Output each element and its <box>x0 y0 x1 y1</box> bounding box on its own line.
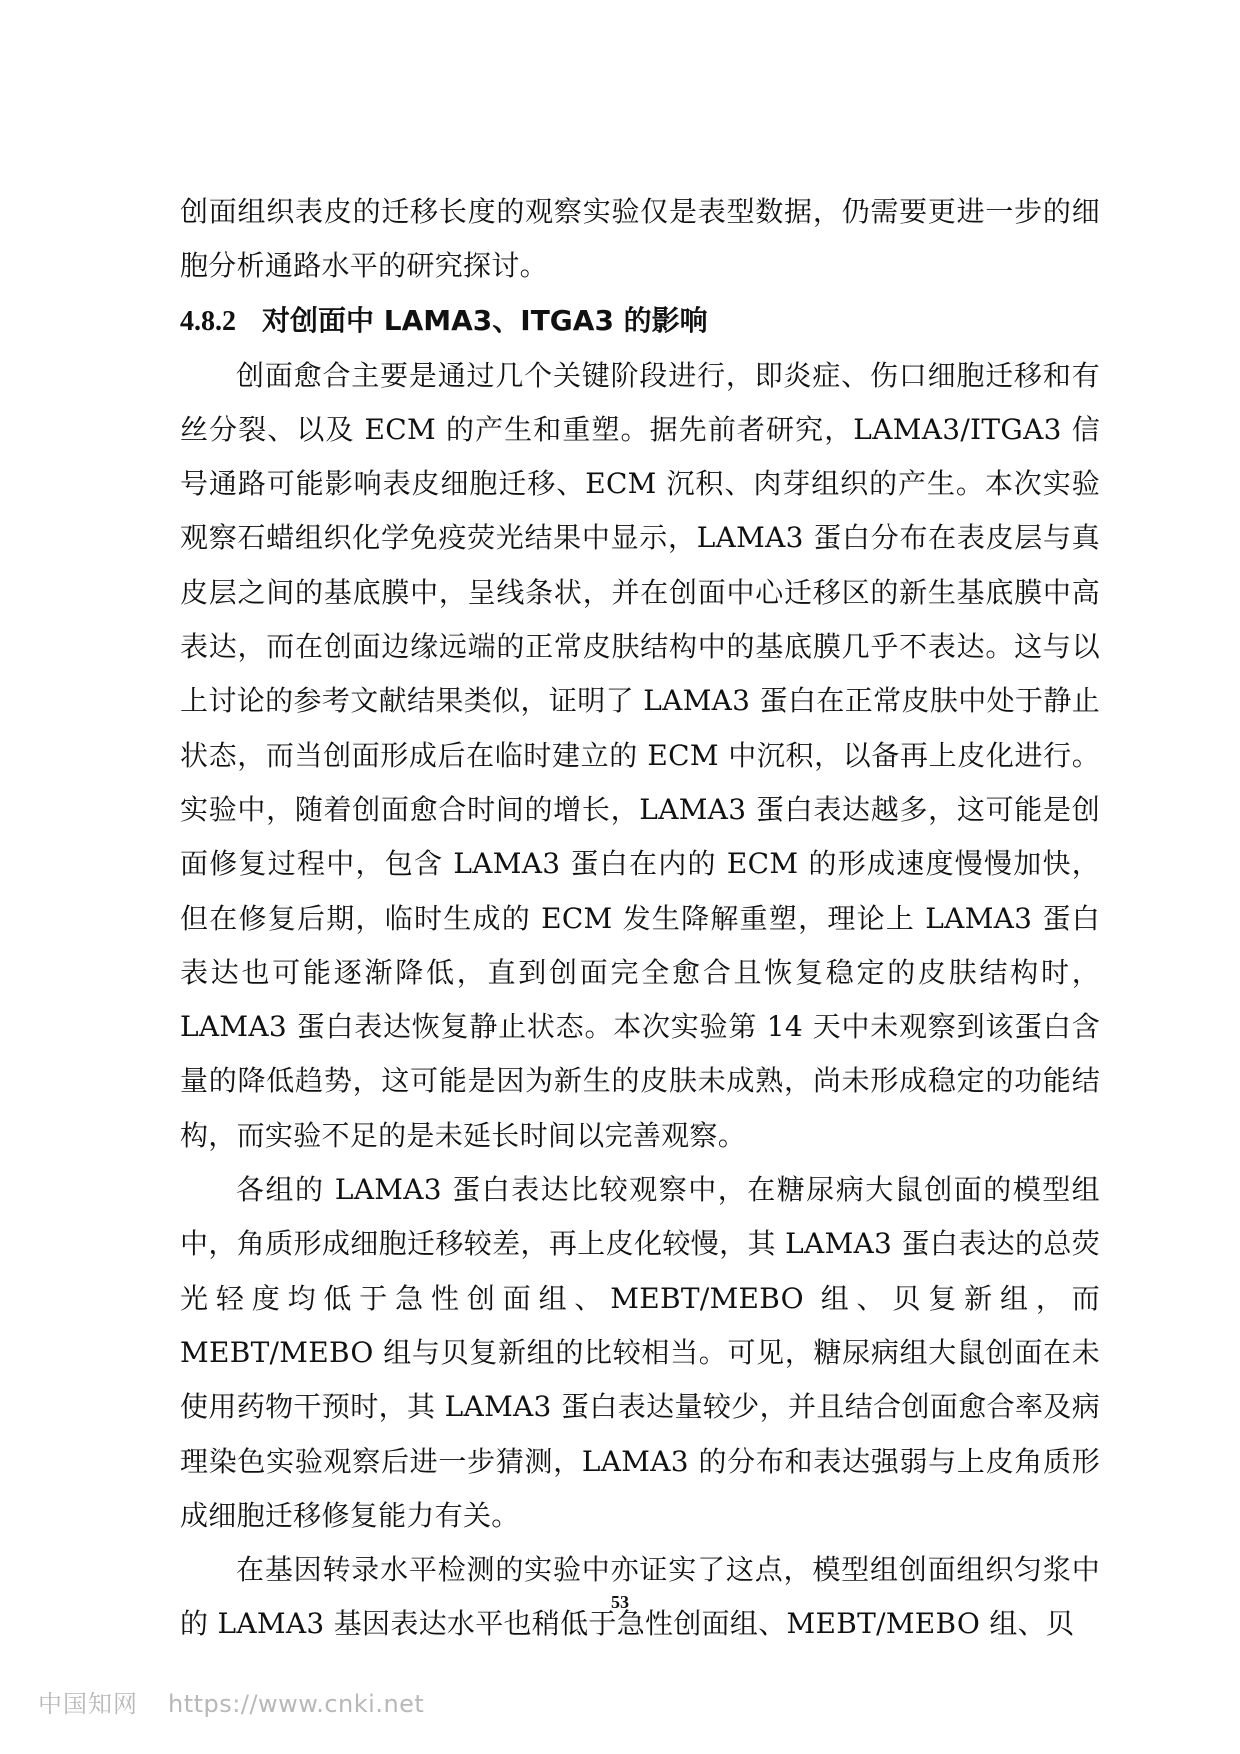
paragraph-continued: 创面组织表皮的迁移长度的观察实验仅是表型数据，仍需要更进一步的细胞分析通路水平的研究探讨。 <box>180 195 1100 283</box>
page-number: 53 <box>611 1592 629 1612</box>
paragraph-3: 在基因转录水平检测的实验中亦证实了这点，模型组创面组织匀浆中的 LAMA3 基因表达水平也稍低于急性创面组、MEBT/MEBO 组、贝 <box>180 1553 1100 1641</box>
cnki-watermark <box>38 1684 424 1719</box>
watermark-url: https://www.cnki.net <box>168 1690 425 1718</box>
section-heading <box>180 294 1100 349</box>
section-title: 对创面中 LAMA3、ITGA3 的影响 <box>262 303 708 337</box>
watermark-brand: 中国知网 <box>38 1690 138 1718</box>
page-body <box>180 185 1100 1652</box>
paragraph-2: 各组的 LAMA3 蛋白表达比较观察中，在糖尿病大鼠创面的模型组中，角质形成细胞迁移较差，再上皮化较慢，其 LAMA3 蛋白表达的总荧光轻度均低于急性创面组、MEBT/MEBO 组、贝复新组，而 MEBT/MEBO 组与贝复新组的比较相当。可见，糖尿病组大鼠创面在未使用药物干预时，其 LAMA3 蛋白表达量较少，并且结合创面愈合率及病理染色实验观察后进一步猜测，LAMA3 的分布和表达强弱与上皮角质形成细胞迁移修复能力有关。 <box>180 1173 1100 1532</box>
section-number: 4.8.2 <box>180 305 236 337</box>
paragraph-1: 创面愈合主要是通过几个关键阶段进行，即炎症、伤口细胞迁移和有丝分裂、以及 ECM 的产生和重塑。据先前者研究，LAMA3/ITGA3 信号通路可能影响表皮细胞迁移、ECM 沉积、肉芽组织的产生。本次实验观察石蜡组织化学免疫荧光结果中显示，LAMA3 蛋白分布在表皮层与真皮层之间的基底膜中，呈线条状，并在创面中心迁移区的新生基底膜中高表达，而在创面边缘远端的正常皮肤结构中的基底膜几乎不表达。这与以上讨论的参考文献结果类似，证明了 LAMA3 蛋白在正常皮肤中处于静止状态，而当创面形成后在临时建立的 ECM 中沉积，以备再上皮化进行。实验中，随着创面愈合时间的增长，LAMA3 蛋白表达越多，这可能是创面修复过程中，包含 LAMA3 蛋白在内的 ECM 的形成速度慢慢加快，但在修复后期，临时生成的 ECM 发生降解重塑，理论上 LAMA3 蛋白表达也可能逐渐降低，直到创面完全愈合且恢复稳定的皮肤结构时，LAMA3 蛋白表达恢复静止状态。本次实验第 14 天中未观察到该蛋白含量的降低趋势，这可能是因为新生的皮肤未成熟，尚未形成稳定的功能结构，而实验不足的是未延长时间以完善观察。 <box>180 358 1100 1152</box>
